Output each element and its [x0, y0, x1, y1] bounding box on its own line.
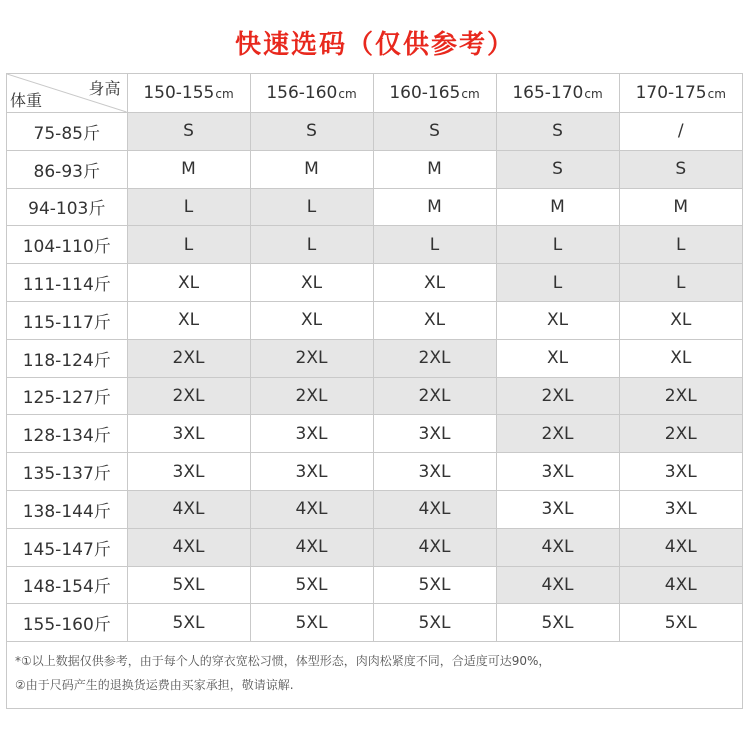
size-cell: 2XL	[619, 415, 742, 453]
unit-label: cm	[707, 87, 726, 101]
size-cell: 3XL	[496, 453, 619, 491]
weight-cell: 94-103斤	[7, 188, 127, 226]
table-row	[7, 528, 742, 566]
size-cell: 5XL	[373, 566, 496, 604]
height-column-header	[619, 74, 742, 113]
weight-cell: 155-160斤	[7, 604, 127, 642]
size-cell: XL	[250, 301, 373, 339]
size-cell: XL	[496, 339, 619, 377]
unit-label: cm	[338, 87, 357, 101]
table-row	[7, 339, 742, 377]
size-cell: M	[619, 188, 742, 226]
height-range: 160-165	[389, 83, 461, 103]
size-cell: XL	[619, 339, 742, 377]
height-range: 170-175	[635, 83, 707, 103]
size-cell: 5XL	[127, 566, 250, 604]
weight-cell: 104-110斤	[7, 226, 127, 264]
size-cell: S	[619, 150, 742, 188]
size-cell: M	[373, 188, 496, 226]
size-cell: M	[127, 150, 250, 188]
weight-cell: 111-114斤	[7, 264, 127, 302]
size-cell: 5XL	[250, 604, 373, 642]
size-cell: 2XL	[619, 377, 742, 415]
table-row	[7, 604, 742, 642]
size-cell: 2XL	[373, 339, 496, 377]
size-cell: 5XL	[373, 604, 496, 642]
unit-label: cm	[584, 87, 603, 101]
notes	[15, 649, 735, 697]
table-row	[7, 377, 742, 415]
size-cell: L	[127, 188, 250, 226]
size-cell: 3XL	[250, 415, 373, 453]
size-cell: XL	[373, 301, 496, 339]
size-cell: XL	[127, 301, 250, 339]
height-column-header	[250, 74, 373, 113]
size-cell: XL	[127, 264, 250, 302]
table-row	[7, 113, 742, 151]
size-cell: 4XL	[250, 528, 373, 566]
size-cell: 3XL	[619, 453, 742, 491]
size-cell: 2XL	[250, 339, 373, 377]
height-range: 156-160	[266, 83, 338, 103]
size-cell: 2XL	[127, 377, 250, 415]
size-cell: M	[250, 150, 373, 188]
table-row	[7, 490, 742, 528]
size-cell: 5XL	[127, 604, 250, 642]
height-range: 150-155	[143, 83, 215, 103]
size-cell: 2XL	[496, 415, 619, 453]
corner-cell	[7, 74, 127, 113]
size-cell: L	[373, 226, 496, 264]
size-cell: 4XL	[373, 528, 496, 566]
size-cell: S	[127, 113, 250, 151]
size-cell: L	[619, 226, 742, 264]
page-title: 快速选码（仅供参考）	[234, 30, 515, 60]
size-cell: 4XL	[127, 528, 250, 566]
size-cell: 2XL	[127, 339, 250, 377]
weight-cell: 125-127斤	[7, 377, 127, 415]
size-cell: L	[250, 226, 373, 264]
size-table	[7, 74, 742, 642]
size-cell: XL	[250, 264, 373, 302]
size-cell: XL	[619, 301, 742, 339]
size-cell: L	[127, 226, 250, 264]
size-cell: 4XL	[619, 566, 742, 604]
size-cell: 2XL	[373, 377, 496, 415]
weight-cell: 86-93斤	[7, 150, 127, 188]
height-column-header	[373, 74, 496, 113]
weight-cell: 138-144斤	[7, 490, 127, 528]
size-cell: 2XL	[496, 377, 619, 415]
size-cell: M	[373, 150, 496, 188]
height-range: 165-170	[512, 83, 584, 103]
weight-cell: 145-147斤	[7, 528, 127, 566]
height-column-header	[127, 74, 250, 113]
note-line: *①以上数据仅供参考，由于每个人的穿衣宽松习惯，体型形态，肉肉松紧度不同，合适度可达90%，	[15, 654, 551, 668]
size-cell: S	[496, 113, 619, 151]
size-cell: XL	[496, 301, 619, 339]
size-cell: 3XL	[373, 415, 496, 453]
unit-label: cm	[215, 87, 234, 101]
weight-cell: 115-117斤	[7, 301, 127, 339]
size-cell: 3XL	[619, 490, 742, 528]
size-cell: 4XL	[250, 490, 373, 528]
unit-label: cm	[461, 87, 480, 101]
table-row	[7, 566, 742, 604]
weight-cell: 148-154斤	[7, 566, 127, 604]
size-cell: /	[619, 113, 742, 151]
size-cell: 3XL	[373, 453, 496, 491]
size-cell: 5XL	[619, 604, 742, 642]
size-cell: M	[496, 188, 619, 226]
size-cell: 3XL	[127, 453, 250, 491]
table-row	[7, 226, 742, 264]
weight-cell: 75-85斤	[7, 113, 127, 151]
size-cell: 5XL	[496, 604, 619, 642]
table-row	[7, 150, 742, 188]
size-cell: 4XL	[496, 566, 619, 604]
table-row	[7, 301, 742, 339]
size-chart	[6, 73, 743, 709]
size-cell: L	[496, 226, 619, 264]
weight-label: 体重	[10, 91, 43, 110]
size-cell: 4XL	[619, 528, 742, 566]
weight-cell: 118-124斤	[7, 339, 127, 377]
size-cell: S	[250, 113, 373, 151]
size-cell: 4XL	[373, 490, 496, 528]
size-cell: L	[496, 264, 619, 302]
note-line: ②由于尺码产生的退换货运费由买家承担，敬请谅解.	[15, 678, 294, 692]
weight-cell: 128-134斤	[7, 415, 127, 453]
table-row	[7, 264, 742, 302]
size-cell: 3XL	[496, 490, 619, 528]
table-row	[7, 188, 742, 226]
size-cell: XL	[373, 264, 496, 302]
table-row	[7, 453, 742, 491]
size-cell: L	[619, 264, 742, 302]
height-column-header	[496, 74, 619, 113]
size-cell: 3XL	[250, 453, 373, 491]
table-row	[7, 415, 742, 453]
size-cell: S	[373, 113, 496, 151]
size-cell: S	[496, 150, 619, 188]
size-cell: 3XL	[127, 415, 250, 453]
size-cell: 4XL	[127, 490, 250, 528]
size-cell: 4XL	[496, 528, 619, 566]
size-cell: L	[250, 188, 373, 226]
weight-cell: 135-137斤	[7, 453, 127, 491]
size-cell: 5XL	[250, 566, 373, 604]
height-label: 身高	[88, 79, 121, 98]
size-cell: 2XL	[250, 377, 373, 415]
header-row	[7, 74, 742, 113]
